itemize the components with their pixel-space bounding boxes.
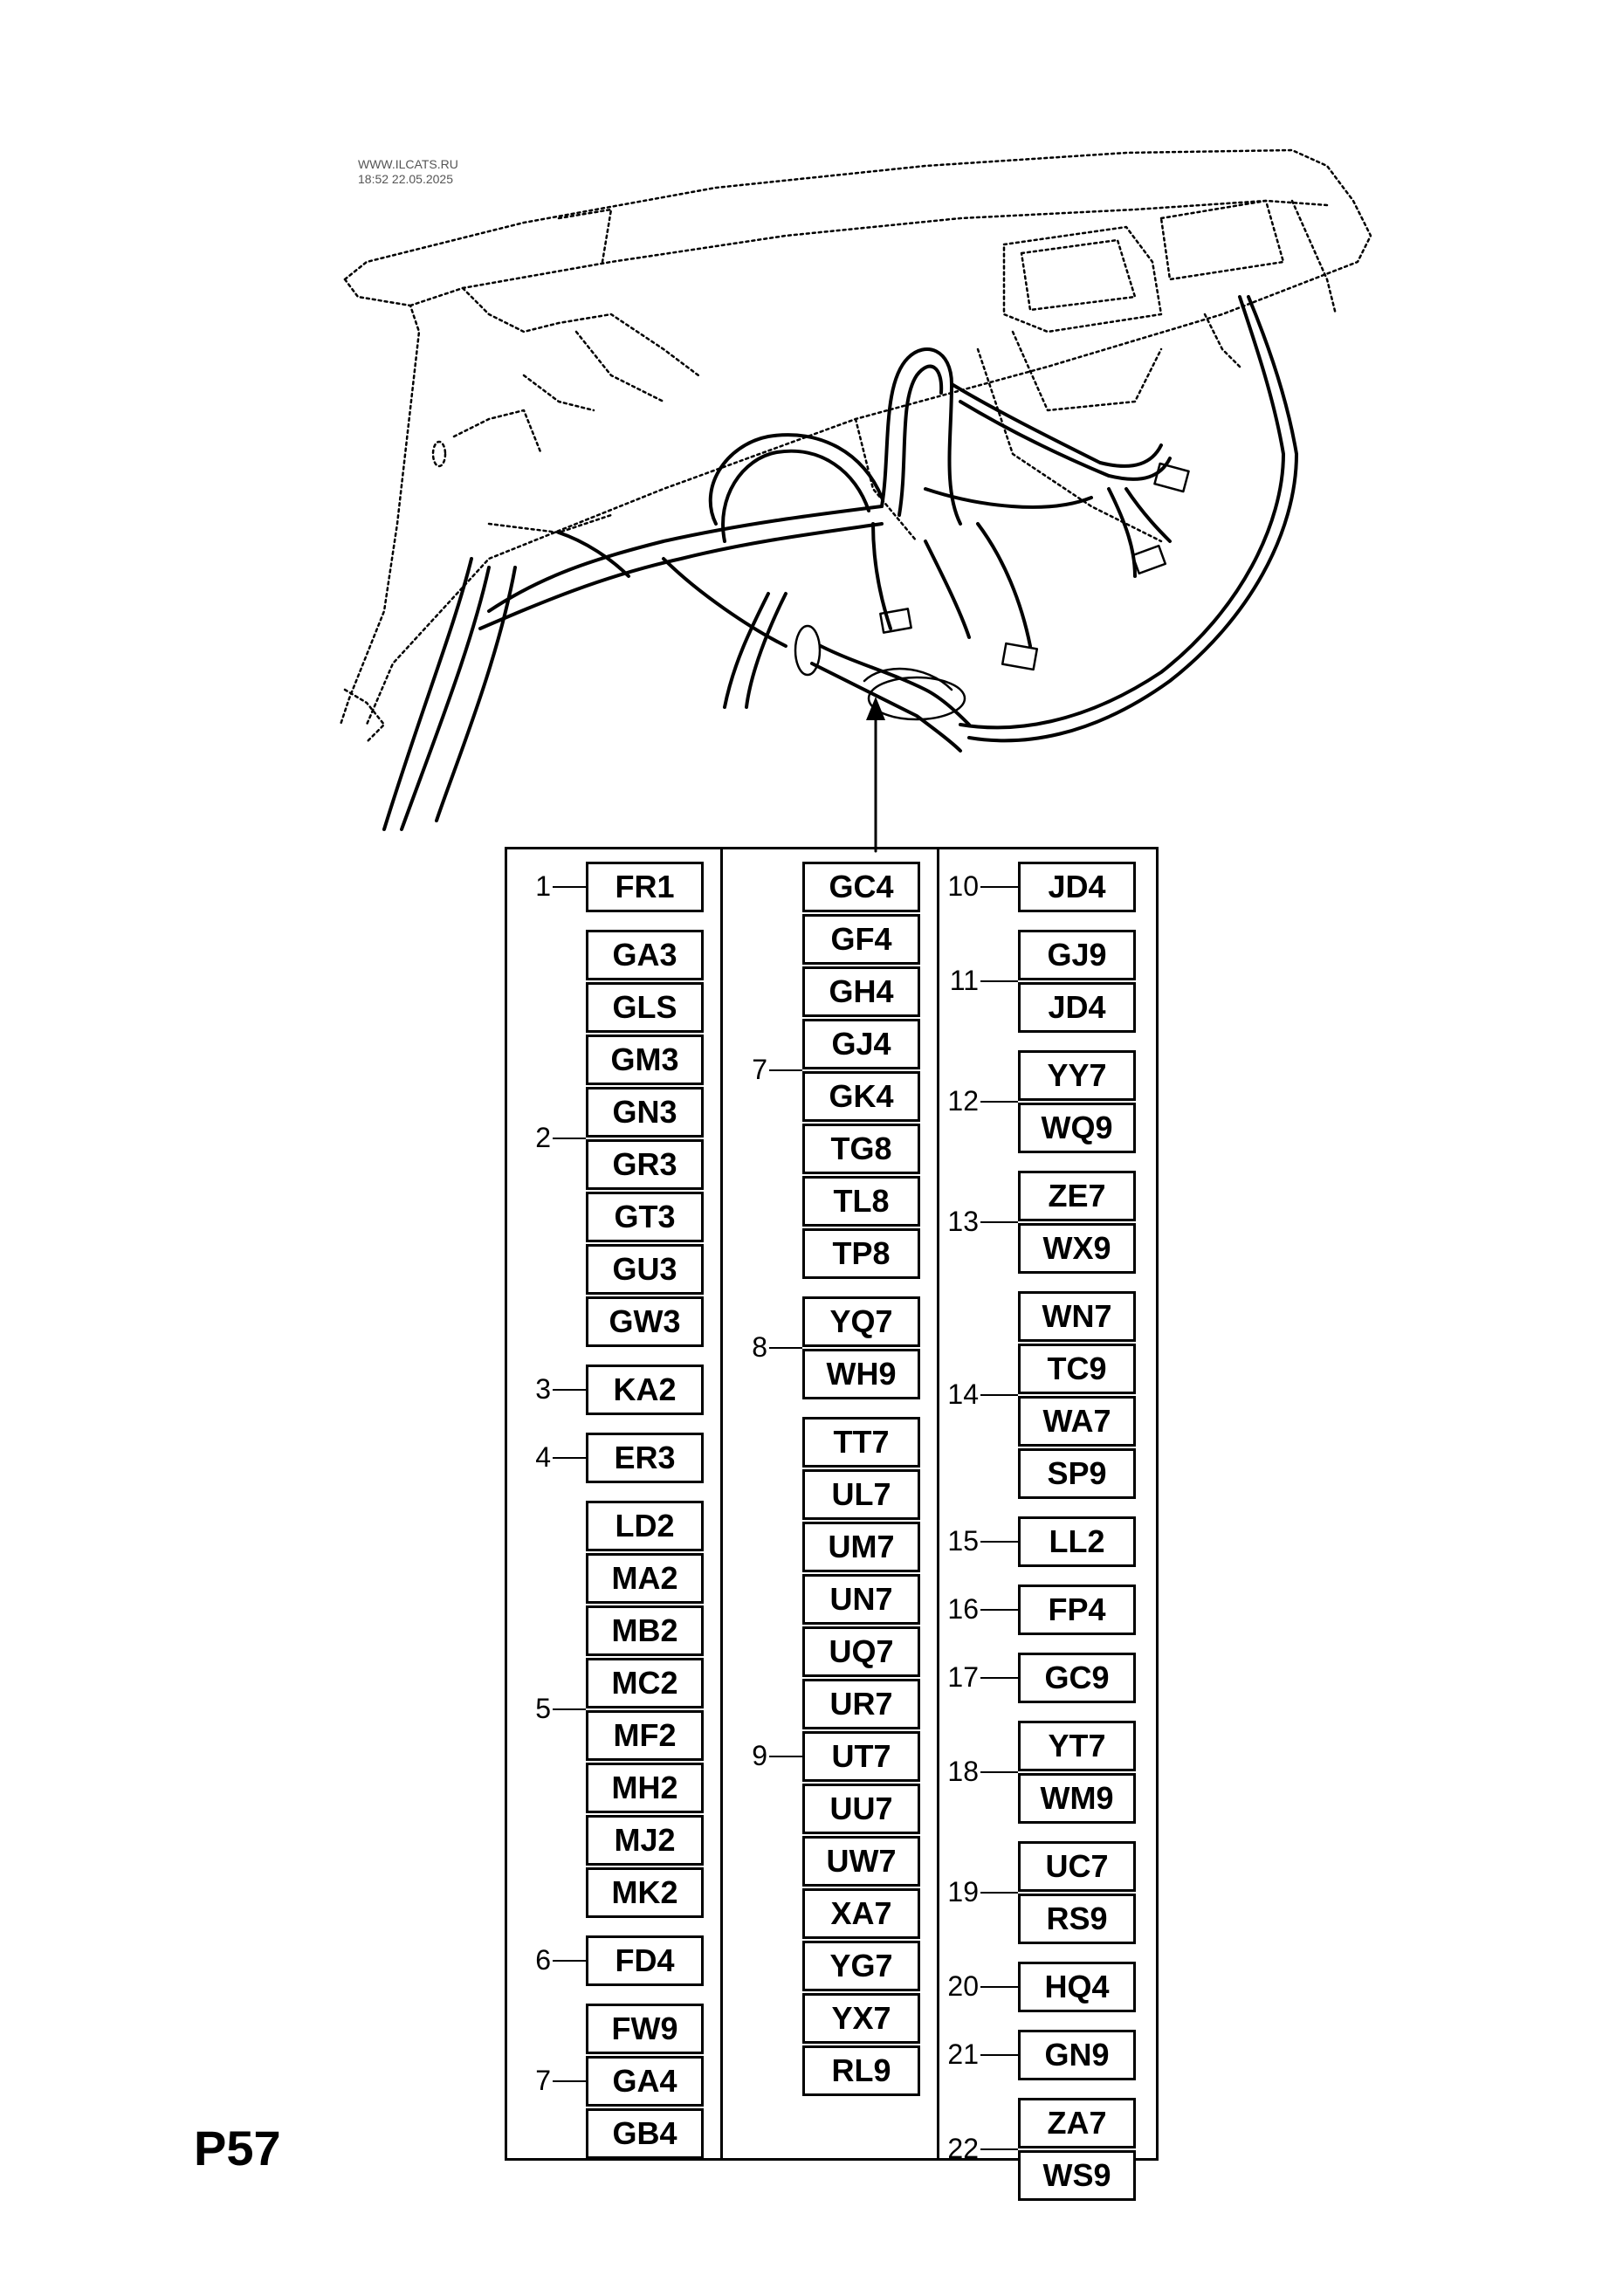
code-box-fw9: FW9 xyxy=(586,2004,704,2054)
code-box-gf4: GF4 xyxy=(802,914,920,965)
code-box-uw7: UW7 xyxy=(802,1836,920,1887)
group-number: 21 xyxy=(947,2038,979,2070)
code-box-wa7: WA7 xyxy=(1018,1396,1136,1447)
code-box-un7: UN7 xyxy=(802,1574,920,1625)
group-leader-line xyxy=(980,1394,1018,1396)
harness-bundles xyxy=(384,297,1296,829)
group-leader-line xyxy=(553,1389,586,1391)
code-box-mj2: MJ2 xyxy=(586,1815,704,1866)
code-box-wx9: WX9 xyxy=(1018,1223,1136,1274)
group-leader-line xyxy=(553,1457,586,1459)
group-number: 1 xyxy=(535,870,551,902)
code-box-jd4: JD4 xyxy=(1018,982,1136,1033)
code-box-gw3: GW3 xyxy=(586,1296,704,1347)
group-number: 9 xyxy=(752,1740,767,1771)
code-box-mk2: MK2 xyxy=(586,1867,704,1918)
group-leader-line xyxy=(980,1892,1018,1894)
code-box-ll2: LL2 xyxy=(1018,1516,1136,1567)
code-box-tg8: TG8 xyxy=(802,1124,920,1174)
group-number: 15 xyxy=(947,1525,979,1557)
group-leader-line xyxy=(769,1756,802,1757)
group-leader-line xyxy=(553,2080,586,2082)
code-box-uu7: UU7 xyxy=(802,1784,920,1834)
group-number: 16 xyxy=(947,1593,979,1625)
code-box-jd4: JD4 xyxy=(1018,862,1136,912)
watermark-site: WWW.ILCATS.RU xyxy=(358,157,458,171)
code-box-ut7: UT7 xyxy=(802,1731,920,1782)
code-box-yx7: YX7 xyxy=(802,1993,920,2044)
group-leader-line xyxy=(980,886,1018,888)
code-box-um7: UM7 xyxy=(802,1522,920,1572)
group-leader-line xyxy=(769,1347,802,1349)
code-box-ur7: UR7 xyxy=(802,1679,920,1729)
group-leader-line xyxy=(553,1708,586,1710)
group-number: 13 xyxy=(947,1206,979,1237)
code-box-mf2: MF2 xyxy=(586,1710,704,1761)
code-box-wm9: WM9 xyxy=(1018,1773,1136,1824)
column-separator xyxy=(937,849,939,2158)
code-box-ma2: MA2 xyxy=(586,1553,704,1604)
group-number: 8 xyxy=(752,1331,767,1363)
code-box-yg7: YG7 xyxy=(802,1941,920,1991)
code-box-fd4: FD4 xyxy=(586,1935,704,1986)
code-box-gb4: GB4 xyxy=(586,2108,704,2159)
code-box-ul7: UL7 xyxy=(802,1469,920,1520)
group-number: 19 xyxy=(947,1876,979,1908)
pointer-arrow xyxy=(866,697,885,851)
group-number: 4 xyxy=(535,1441,551,1473)
code-box-mc2: MC2 xyxy=(586,1658,704,1708)
code-box-tt7: TT7 xyxy=(802,1417,920,1468)
group-number: 18 xyxy=(947,1756,979,1787)
group-number: 6 xyxy=(535,1944,551,1976)
code-box-gn9: GN9 xyxy=(1018,2030,1136,2080)
code-box-ga3: GA3 xyxy=(586,930,704,980)
group-number: 14 xyxy=(947,1378,979,1410)
code-box-xa7: XA7 xyxy=(802,1888,920,1939)
group-number: 17 xyxy=(947,1661,979,1693)
watermark-timestamp: 18:52 22.05.2025 xyxy=(358,172,453,186)
code-box-rs9: RS9 xyxy=(1018,1894,1136,1944)
code-box-wh9: WH9 xyxy=(802,1349,920,1399)
code-box-mh2: MH2 xyxy=(586,1763,704,1813)
group-leader-line xyxy=(980,1771,1018,1773)
code-box-sp9: SP9 xyxy=(1018,1448,1136,1499)
code-box-gls: GLS xyxy=(586,982,704,1033)
code-box-tp8: TP8 xyxy=(802,1228,920,1279)
group-leader-line xyxy=(553,886,586,888)
page-label: P57 xyxy=(194,2121,281,2176)
code-box-rl9: RL9 xyxy=(802,2045,920,2096)
code-box-uq7: UQ7 xyxy=(802,1626,920,1677)
code-box-gj4: GJ4 xyxy=(802,1019,920,1069)
group-number: 22 xyxy=(947,2133,979,2164)
group-number: 3 xyxy=(535,1373,551,1405)
code-box-yq7: YQ7 xyxy=(802,1296,920,1347)
group-leader-line xyxy=(980,980,1018,982)
code-box-wq9: WQ9 xyxy=(1018,1103,1136,1153)
code-box-gn3: GN3 xyxy=(586,1087,704,1138)
code-box-gj9: GJ9 xyxy=(1018,930,1136,980)
code-box-er3: ER3 xyxy=(586,1433,704,1483)
wiring-harness-illustration xyxy=(0,0,1623,856)
code-box-gc4: GC4 xyxy=(802,862,920,912)
code-box-gc9: GC9 xyxy=(1018,1653,1136,1703)
group-leader-line xyxy=(980,2054,1018,2056)
part-code-table xyxy=(505,847,1159,2193)
group-leader-line xyxy=(980,2148,1018,2150)
code-box-gu3: GU3 xyxy=(586,1244,704,1295)
group-leader-line xyxy=(980,1221,1018,1223)
code-box-mb2: MB2 xyxy=(586,1605,704,1656)
column-separator xyxy=(720,849,723,2158)
group-leader-line xyxy=(553,1138,586,1139)
group-number: 12 xyxy=(947,1085,979,1117)
code-box-ze7: ZE7 xyxy=(1018,1171,1136,1221)
group-leader-line xyxy=(980,1101,1018,1103)
code-box-ka2: KA2 xyxy=(586,1365,704,1415)
code-box-wn7: WN7 xyxy=(1018,1291,1136,1342)
code-box-tl8: TL8 xyxy=(802,1176,920,1227)
code-box-gm3: GM3 xyxy=(586,1035,704,1085)
group-leader-line xyxy=(553,1960,586,1962)
group-leader-line xyxy=(980,1609,1018,1611)
code-box-za7: ZA7 xyxy=(1018,2098,1136,2148)
code-box-gr3: GR3 xyxy=(586,1139,704,1190)
code-box-ld2: LD2 xyxy=(586,1501,704,1551)
group-number: 2 xyxy=(535,1122,551,1153)
code-box-yy7: YY7 xyxy=(1018,1050,1136,1101)
group-leader-line xyxy=(980,1541,1018,1543)
code-box-hq4: HQ4 xyxy=(1018,1962,1136,2012)
group-leader-line xyxy=(769,1069,802,1071)
group-number: 10 xyxy=(947,870,979,902)
group-number: 5 xyxy=(535,1693,551,1724)
group-number: 7 xyxy=(535,2065,551,2096)
group-number: 20 xyxy=(947,1970,979,2002)
connectors xyxy=(795,464,1189,719)
code-box-gk4: GK4 xyxy=(802,1071,920,1122)
code-box-tc9: TC9 xyxy=(1018,1344,1136,1394)
code-box-yt7: YT7 xyxy=(1018,1721,1136,1771)
group-number: 7 xyxy=(752,1054,767,1085)
code-box-uc7: UC7 xyxy=(1018,1841,1136,1892)
code-box-ga4: GA4 xyxy=(586,2056,704,2107)
group-leader-line xyxy=(980,1677,1018,1679)
code-box-ws9: WS9 xyxy=(1018,2150,1136,2201)
code-box-gh4: GH4 xyxy=(802,966,920,1017)
code-box-fr1: FR1 xyxy=(586,862,704,912)
code-box-fp4: FP4 xyxy=(1018,1585,1136,1635)
code-box-gt3: GT3 xyxy=(586,1192,704,1242)
group-leader-line xyxy=(980,1986,1018,1988)
group-number: 11 xyxy=(949,965,979,996)
